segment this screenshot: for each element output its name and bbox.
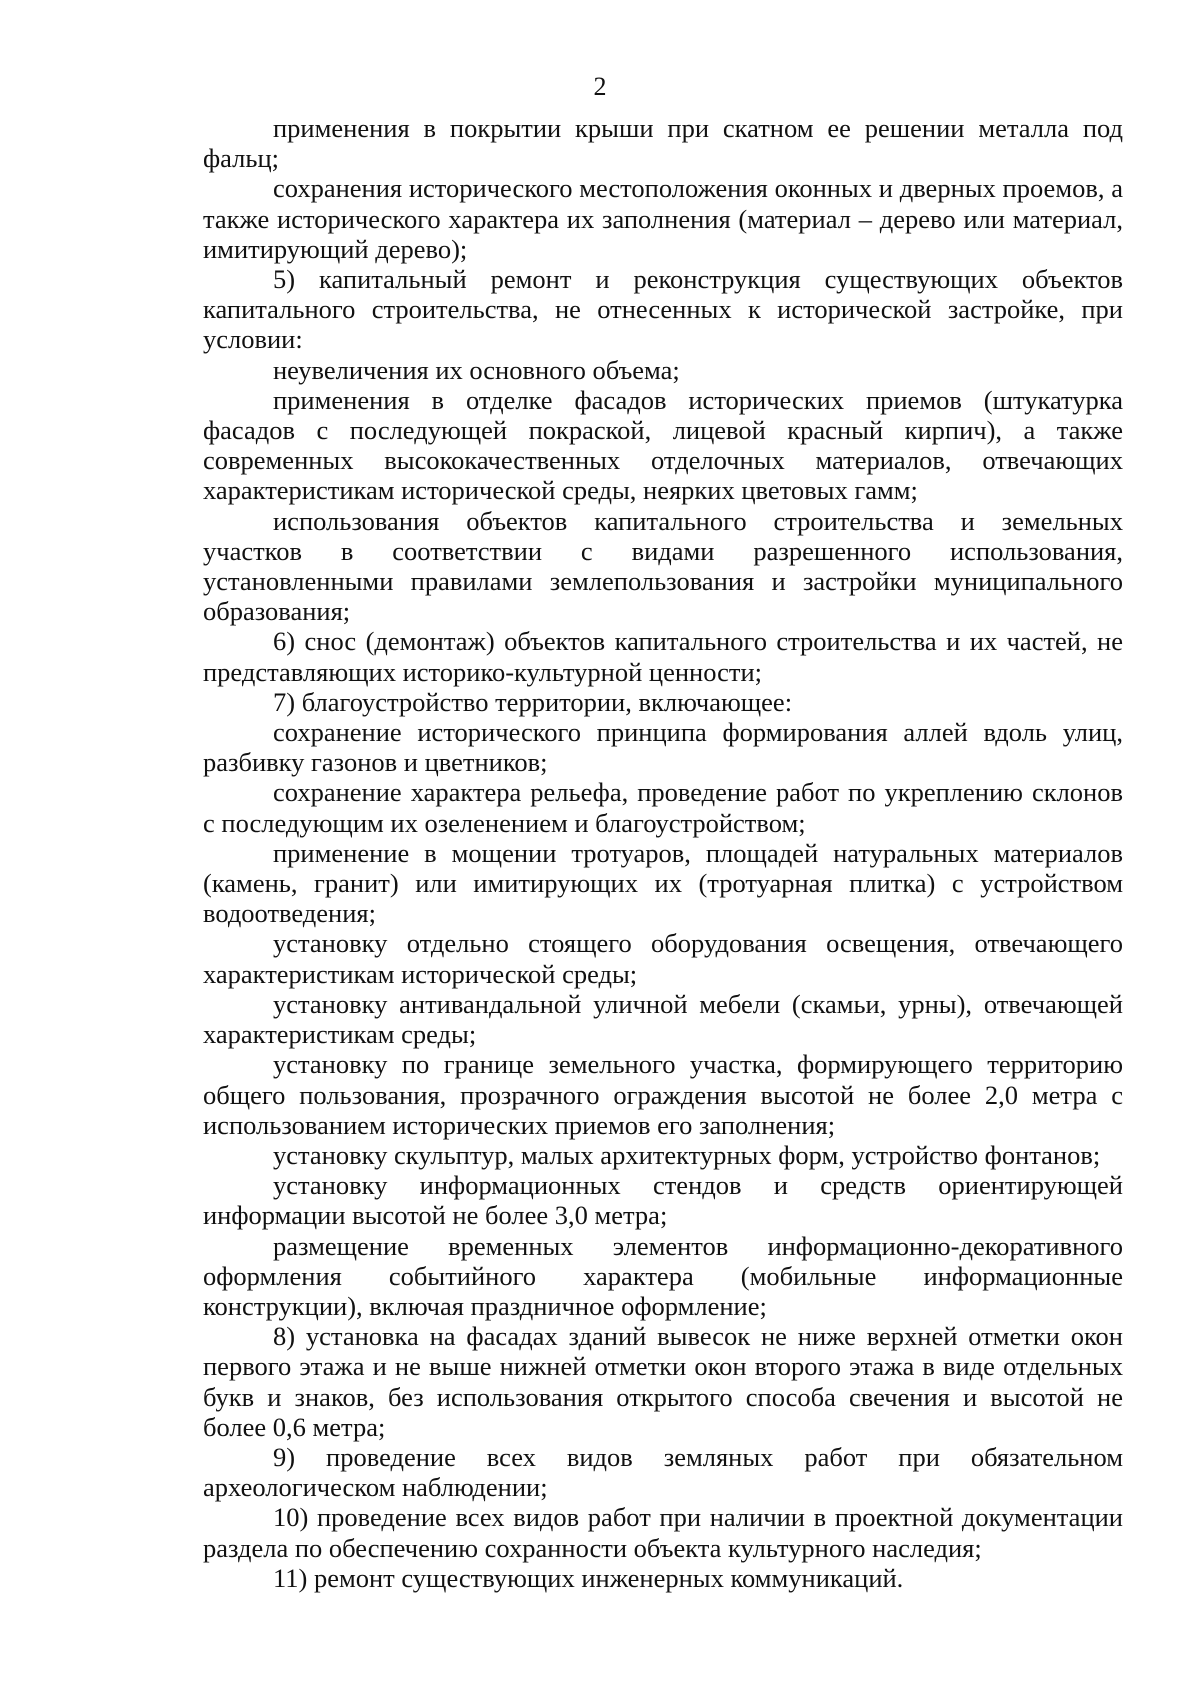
paragraph-roof-covering: применения в покрытии крыши при скатном ее решении металла под фальц; <box>203 113 1123 174</box>
paragraph-info-stands: установку информационных стендов и средств ориентирующей информации высотой не более 3,0 метра; <box>203 1170 1123 1231</box>
paragraph-paving: применение в мощении тротуаров, площадей натуральных материалов (камень, гранит) или имитирующих их (тротуарная плитка) с устройством водоотведения; <box>203 837 1123 929</box>
paragraph-fencing: установку по границе земельного участка, формирующего территорию общего пользования, прозрачного ограждения высотой не более 2,0 метра с использованием исторических приемов его заполнения; <box>203 1049 1123 1140</box>
paragraph-facade-finishing: применения в отделке фасадов исторических приемов (штукатурка фасадов с последующей покраской, лицевой красный кирпич), а также современных высококачественных отделочных материалов, отвечающих характеристикам исторической среды, неярких цветовых гамм; <box>203 384 1123 506</box>
paragraph-alleys: сохранение исторического принципа формирования аллей вдоль улиц, разбивку газонов и цветников; <box>203 717 1123 778</box>
paragraph-item-10: 10) проведение всех видов работ при наличии в проектной документации раздела по обеспечению сохранности объекта культурного наследия; <box>203 1502 1123 1563</box>
paragraph-item-5: 5) капитальный ремонт и реконструкция существующих объектов капитального строительства, не отнесенных к исторической застройке, при условии: <box>203 264 1123 355</box>
paragraph-item-8: 8) установка на фасадах зданий вывесок не ниже верхней отметки окон первого этажа и не выше нижней отметки окон второго этажа в виде отдельных букв и знаков, без использования открытого способа свечения и высотой не более 0,6 метра; <box>203 1321 1123 1442</box>
paragraph-relief: сохранение характера рельефа, проведение работ по укреплению склонов с последующим их озеленением и благоустройством; <box>203 777 1123 838</box>
paragraph-volume: неувеличения их основного объема; <box>273 354 680 385</box>
paragraph-lighting: установку отдельно стоящего оборудования освещения, отвечающего характеристикам исторической среды; <box>203 928 1123 989</box>
paragraph-item-11: 11) ремонт существующих инженерных коммуникаций. <box>273 1562 904 1593</box>
paragraph-land-use: использования объектов капитального строительства и земельных участков в соответствии с видами разрешенного использования, установленными правилами землепользования и застройки муниципального образования; <box>203 505 1123 627</box>
paragraph-window-door-openings: сохранения исторического местоположения оконных и дверных проемов, а также исторического характера их заполнения (материал – дерево или материал, имитирующий дерево); <box>203 173 1123 264</box>
page-number: 2 <box>593 72 607 101</box>
paragraph-item-7: 7) благоустройство территории, включающее: <box>273 686 793 717</box>
paragraph-temporary-decor: размещение временных элементов информационно-декоративного оформления событийного характера (мобильные информационные конструкции), включая праздничное оформление; <box>203 1230 1123 1321</box>
document-body <box>203 113 1123 1593</box>
paragraph-item-6: 6) снос (демонтаж) объектов капитального строительства и их частей, не представляющих историко-культурной ценности; <box>203 626 1123 687</box>
paragraph-item-9: 9) проведение всех видов земляных работ при обязательном археологическом наблюдении; <box>203 1441 1123 1503</box>
paragraph-street-furniture: установку антивандальной уличной мебели (скамьи, урны), отвечающей характеристикам среды; <box>203 988 1123 1050</box>
paragraph-sculptures: установку скульптур, малых архитектурных форм, устройство фонтанов; <box>273 1139 1101 1170</box>
